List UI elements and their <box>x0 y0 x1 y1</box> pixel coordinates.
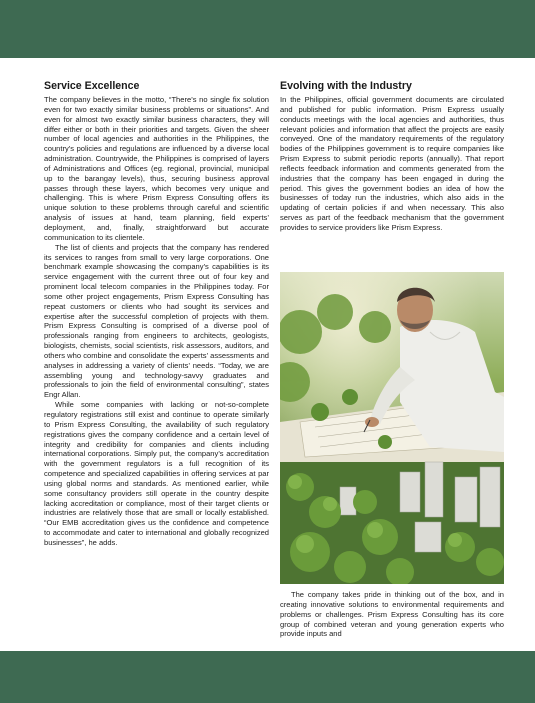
left-paragraph-2: The list of clients and projects that the company has rendered its services to ranges from small to very large corporations. One benchmark example showcasing the company’s capabilities is its service engagement with the current three out of four key and prominent local telecom companies in the Philippines today. For some other project engagements, Prism Express Consulting has repeat customers or clients who had sought its services and expertise after the successful completion of projects with them. Prism Express Consulting is comprised of a diverse pool of professionals ranging from engineers to architects, geologists, biologists, chemists, social scientists, risk assessors, auditors, and others who combine and consolidate the experts’ assessments and analyses in addressing a variety of clients’ needs. “Today, we are assembling young and technology-savvy graduates and professionals to join the field of environmental consulting”, states Engr Allan. <box>44 242 269 400</box>
service-excellence-heading: Service Excellence <box>44 80 140 92</box>
right-column <box>280 80 504 233</box>
left-column <box>44 80 269 548</box>
right-column-continued <box>280 590 504 639</box>
left-paragraph-3: While some companies with lacking or not-so-complete regulatory registrations still exist and continue to operate similarly to Prism Express Consulting, the availability of such regulatory registrations gives the company confidence and a certain level of integrity and credibility for companies and clients including international corporations. Simply put, the company’s accreditation with the government regulators is a full recognition of its competence and specialized capabilities in offering services at par using global norms and standards. As mentioned earlier, while some consultancy providers still operate in the country despite lacking accreditation or compliance, most of their target clients or industries are relatively those that are small or locally established. “Our EMB accreditation gives us the confidence and competence to accommodate and cater to international and globally recognized businesses”, he adds. <box>44 400 269 547</box>
architect-model-photo <box>280 272 504 584</box>
bottom-band <box>0 651 535 703</box>
right-paragraph-2: The company takes pride in thinking out of the box, and in creating innovative solutions to environmental requirements and problems or challenges. Prism Express Consulting has its core group of combined veteran and young generation experts who provide inputs and <box>280 590 504 639</box>
right-paragraph-1: In the Philippines, official government documents are circulated and published for public information. Prism Express usually conducts meetings with the local agencies and authorities, thus relevant policies and information that affect the projects are easily conveyed. One of the mandatory requirements of the regulatory bodies of the Philippines government is to require companies like Prism Express to submit periodic reports (annually). That report reflects feedback information and comments generated from the industries that the company has been engaged in during the period. This gives the government bodies an idea of how the businesses of today run the industries, which also aids in the updating of certain policies if and when necessary. This also serves as part of the feedback mechanism that the government provides to service providers like Prism Express. <box>280 95 504 232</box>
evolving-heading: Evolving with the Industry <box>280 80 412 92</box>
left-paragraph-1: The company believes in the motto, “There’s no single fix solution even for two exactly similar business problems or situations”. And even for almost two exactly similar business characters, they will differ either or both in their priorities and targets. Given the sheer number of local agencies and authorities in the Philippines, the country’s policies and regulations are influenced by a diverse local administration. Countrywide, the Philippines is comprised of layers of Administrations and Offices (eg. regional, provincial, municipal up to the barangay levels), thus, securing business approval passes through these layers, which becomes very unique and challenging. This is where Prism Express Consulting offers its unique solution to these problems through careful and scientific analysis of issues at hand, team planning, field experts’ deployment, and, finally, straightforward but accurate communication to its clientele. <box>44 95 269 242</box>
top-band <box>0 0 535 58</box>
